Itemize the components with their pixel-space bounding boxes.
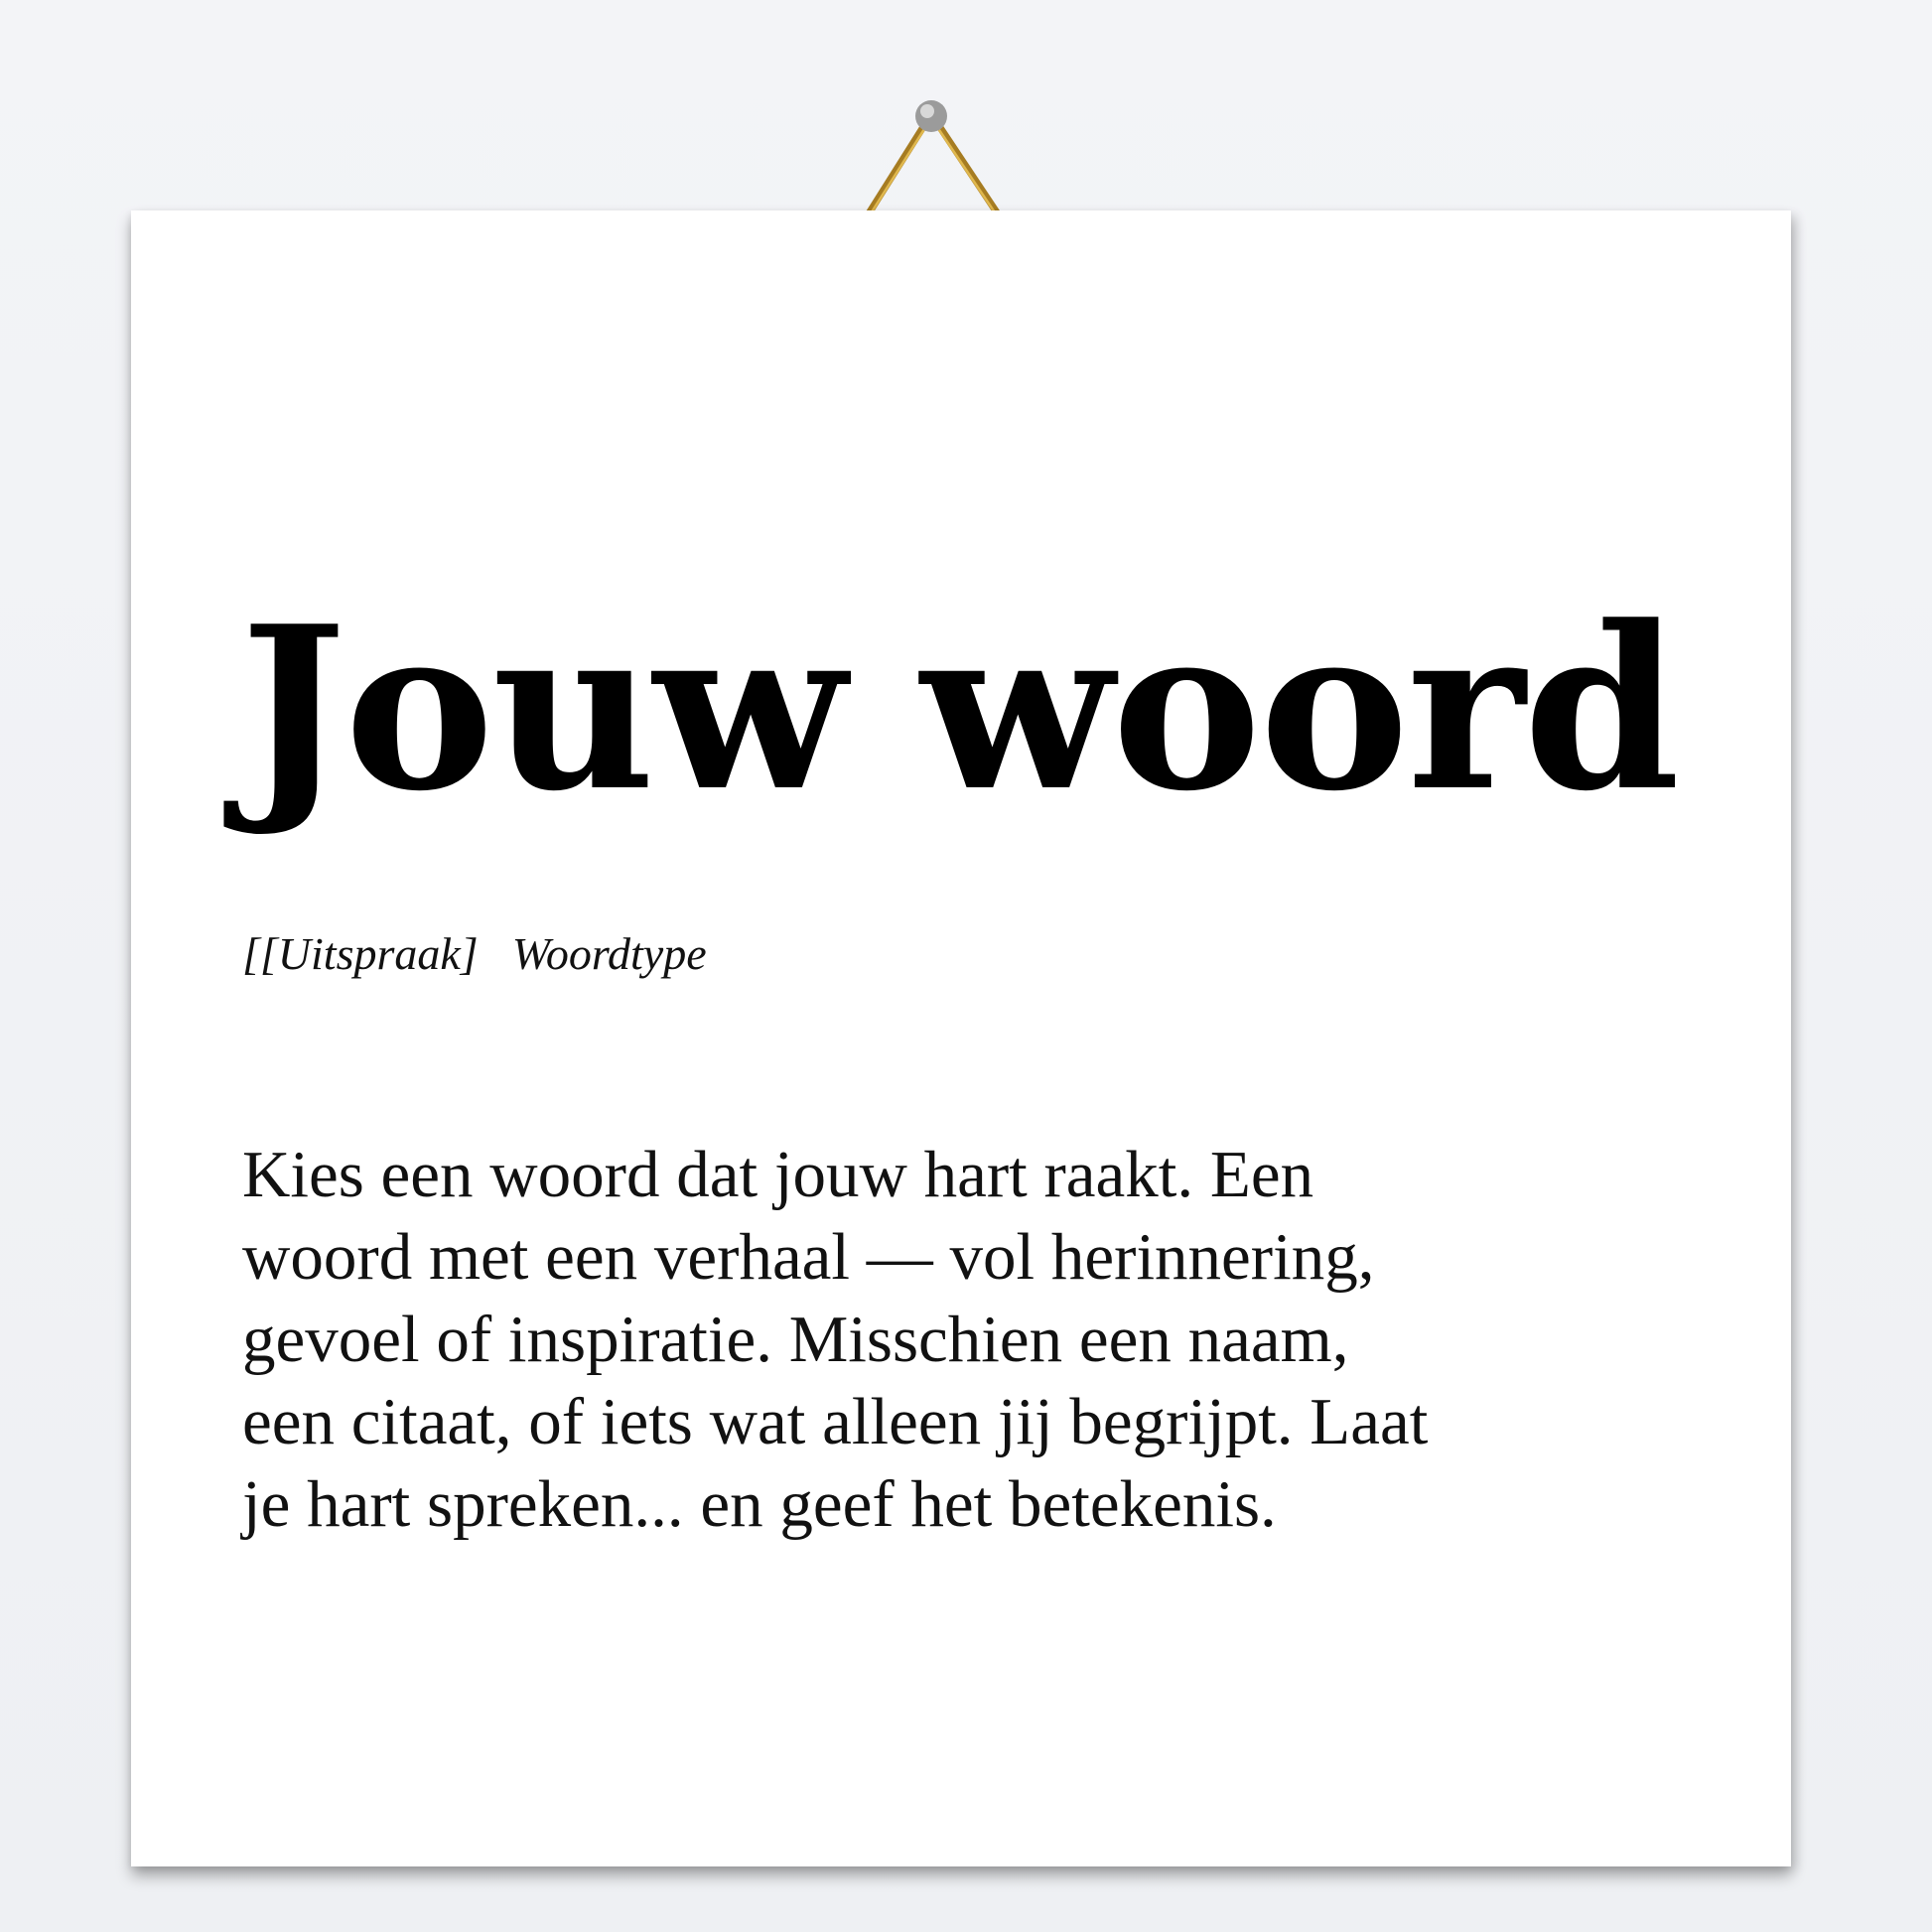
word-meta bbox=[242, 927, 707, 980]
word-title: Jouw woord bbox=[240, 578, 1679, 841]
definition-tile bbox=[131, 210, 1791, 1866]
word-type-label: Woordtype bbox=[511, 928, 707, 979]
definition-line: je hart spreken... en geef het betekenis. bbox=[242, 1467, 1277, 1541]
definition-text bbox=[242, 1134, 1672, 1546]
definition-line: gevoel of inspiratie. Misschien een naam, bbox=[242, 1303, 1349, 1376]
definition-line: Kies een woord dat jouw hart raakt. Een bbox=[242, 1138, 1314, 1211]
definition-line: een citaat, of iets wat alleen jij begrijpt. Laat bbox=[242, 1385, 1429, 1458]
hanger-hook-icon bbox=[844, 94, 1023, 223]
pronunciation-label: [[Uitspraak] bbox=[242, 928, 479, 979]
definition-line: woord met een verhaal — vol herinnering, bbox=[242, 1220, 1375, 1294]
